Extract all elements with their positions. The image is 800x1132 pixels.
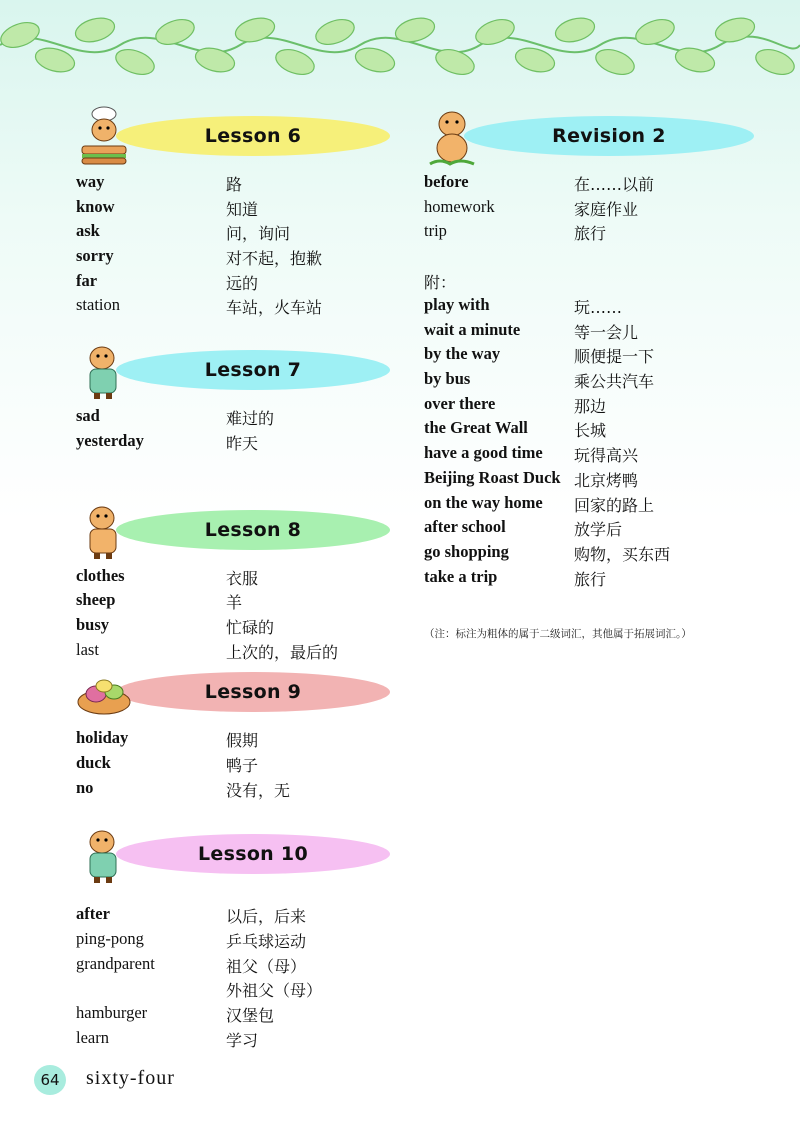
list-item: far 远的 (76, 270, 259, 293)
lesson-7-word-list (76, 406, 396, 455)
list-item: hamburger 汉堡包 (76, 1003, 275, 1026)
lesson-8-title: Lesson 8 (204, 518, 302, 541)
list-item: Beijing Roast Duck 北京烤鸭 (424, 467, 639, 490)
list-item: have a good time 玩得高兴 (424, 443, 639, 466)
list-item: take a trip 旅行 (424, 566, 607, 589)
list-item: after school 放学后 (424, 517, 623, 540)
list-item: sheep 羊 (76, 590, 243, 613)
list-item: trip 旅行 (424, 221, 607, 244)
list-item: on the way home 回家的路上 (424, 492, 655, 515)
list-item: ask 问，询问 (76, 221, 291, 244)
lesson-8-header (76, 500, 396, 562)
list-item: ping-pong 乒乓球运动 (76, 929, 307, 951)
list-item: wait a minute 等一会儿 (424, 319, 639, 342)
list-item: learn 学习 (76, 1027, 259, 1050)
lesson-10-title: Lesson 10 (198, 843, 308, 866)
page-number-word: sixty-four (86, 1067, 175, 1089)
list-item: way 路 (76, 172, 243, 194)
list-item: clothes 衣服 (76, 565, 259, 588)
lesson-9-title: Lesson 9 (204, 681, 302, 704)
list-item: over there 那边 (424, 393, 607, 416)
leaf-vine-border (0, 0, 800, 95)
list-item: grandparent 祖父（母） (76, 953, 307, 976)
list-item: holiday 假期 (76, 728, 259, 751)
list-item: sorry 对不起，抱歉 (76, 246, 323, 269)
list-item: no 没有，无 (76, 777, 291, 800)
list-item: before 在……以前 (424, 172, 655, 194)
appendix-word-list (424, 295, 784, 591)
list-item: by bus 乘公共汽车 (424, 369, 655, 392)
lesson-10-header (76, 824, 396, 886)
left-column (76, 106, 396, 1052)
list-item: after 以后，后来 (76, 904, 307, 927)
revision-2-header (424, 106, 784, 168)
lesson-6-header (76, 106, 396, 168)
list-item: homework 家庭作业 (424, 196, 639, 219)
list-item: duck 鸭子 (76, 752, 259, 775)
revision-2-title: Revision 2 (552, 125, 666, 147)
list-item: station 车站，火车站 (76, 295, 323, 318)
lesson-9-header (76, 662, 396, 724)
lesson-10-word-list (76, 904, 396, 1052)
list-item: yesterday 昨天 (76, 430, 259, 453)
list-item: sad 难过的 (76, 406, 275, 429)
page-number-badge: 64 (34, 1065, 66, 1095)
list-item: go shopping 购物，买东西 (424, 541, 671, 564)
vocabulary-note: （注：标注为粗体的属于二级词汇，其他属于拓展词汇。） (424, 628, 692, 640)
right-column (424, 106, 784, 246)
list-item: last 上次的，最后的 (76, 639, 339, 662)
list-item: 外祖父（母） (226, 981, 323, 1001)
lesson-6-title: Lesson 6 (204, 125, 302, 147)
list-item: the Great Wall 长城 (424, 418, 607, 441)
lesson-9-word-list (76, 728, 396, 802)
lesson-8-word-list (76, 566, 396, 665)
list-item: by the way 顺便提一下 (424, 344, 655, 367)
lesson-7-header (76, 340, 396, 402)
list-item: busy 忙碌的 (76, 614, 275, 637)
list-item: play with 玩…… (424, 295, 623, 317)
appendix-label: 附： (424, 273, 457, 292)
revision-2-word-list (424, 172, 784, 246)
lesson-7-title: Lesson 7 (204, 359, 302, 382)
lesson-6-word-list (76, 172, 396, 320)
list-item: know 知道 (76, 196, 259, 219)
